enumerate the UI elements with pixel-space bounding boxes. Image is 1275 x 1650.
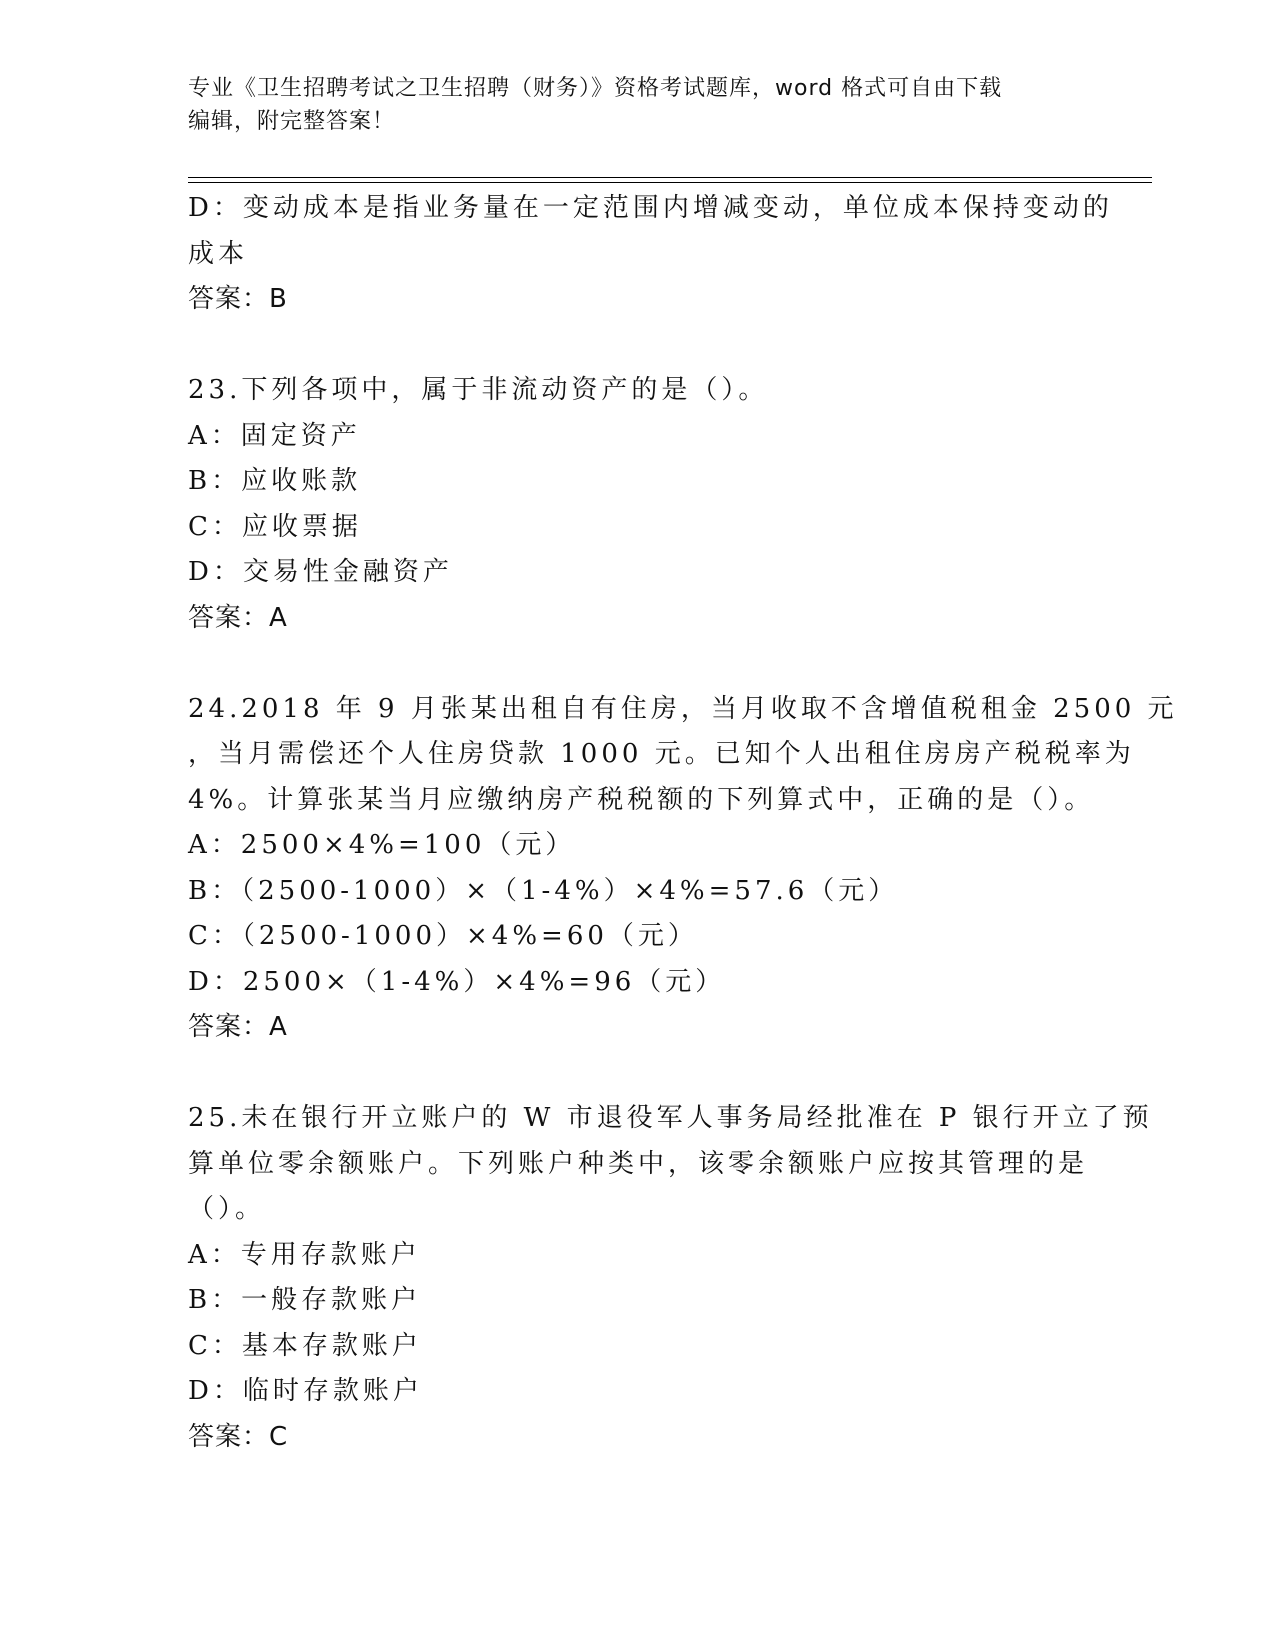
- header-line-1: 专业《卫生招聘考试之卫生招聘（财务）》资格考试题库，word 格式可自由下载: [188, 76, 1003, 101]
- option-c: C：（2500-1000）×4%=60（元）: [188, 921, 698, 951]
- page-header: [188, 72, 1068, 138]
- header-divider-bottom: [188, 182, 1152, 183]
- question-23: [188, 368, 1088, 641]
- question-24: [188, 687, 1178, 1051]
- option-d-continued: 成本: [188, 238, 249, 269]
- answer: 答案：A: [188, 602, 288, 633]
- option-d: D：2500×（1-4%）×4%=96（元）: [188, 966, 726, 997]
- previous-question-tail: [188, 186, 1113, 323]
- header-divider-top: [188, 177, 1152, 178]
- option-a: A：2500×4%=100（元）: [188, 830, 576, 860]
- option-b: B：（2500-1000）×（1-4%）×4%=57.6（元）: [188, 875, 899, 906]
- option-d: D：临时存款账户: [188, 1376, 423, 1406]
- option-a: A：专用存款账户: [188, 1239, 421, 1270]
- option-a: A：固定资产: [188, 420, 361, 451]
- option-b: B：应收账款: [188, 466, 362, 496]
- option-c: C：应收票据: [188, 511, 362, 542]
- question-stem-line-1: 25.未在银行开立账户的 W 市退役军人事务局经批准在 P 银行开立了预: [188, 1103, 1153, 1133]
- option-b: B：一般存款账户: [188, 1285, 422, 1315]
- question-list: [188, 186, 1178, 1460]
- option-d: D：交易性金融资产: [188, 557, 453, 587]
- question-stem-line-3: 4%。计算张某当月应缴纳房产税税额的下列算式中，正确的是（）。: [188, 784, 1095, 815]
- option-c: C：基本存款账户: [188, 1330, 422, 1361]
- question-stem-line-1: 24.2018 年 9 月张某出租自有住房，当月收取不含增值税租金 2500 元: [188, 693, 1178, 724]
- answer: 答案：A: [188, 1012, 288, 1042]
- question-stem-line-2: 算单位零余额账户。下列账户种类中，该零余额账户应按其管理的是: [188, 1148, 1089, 1179]
- option-d: D：变动成本是指业务量在一定范围内增减变动，单位成本保持变动的: [188, 193, 1113, 223]
- question-stem-line-3: （）。: [188, 1194, 266, 1224]
- answer: 答案：C: [188, 1421, 289, 1452]
- question-25: [188, 1096, 1153, 1460]
- question-stem: 23.下列各项中，属于非流动资产的是（）。: [188, 375, 769, 405]
- answer: 答案：B: [188, 284, 288, 314]
- header-line-2: 编辑，附完整答案！: [188, 109, 396, 134]
- question-stem-line-2: ，当月需偿还个人住房贷款 1000 元。已知个人出租住房房产税税率为: [188, 739, 1135, 769]
